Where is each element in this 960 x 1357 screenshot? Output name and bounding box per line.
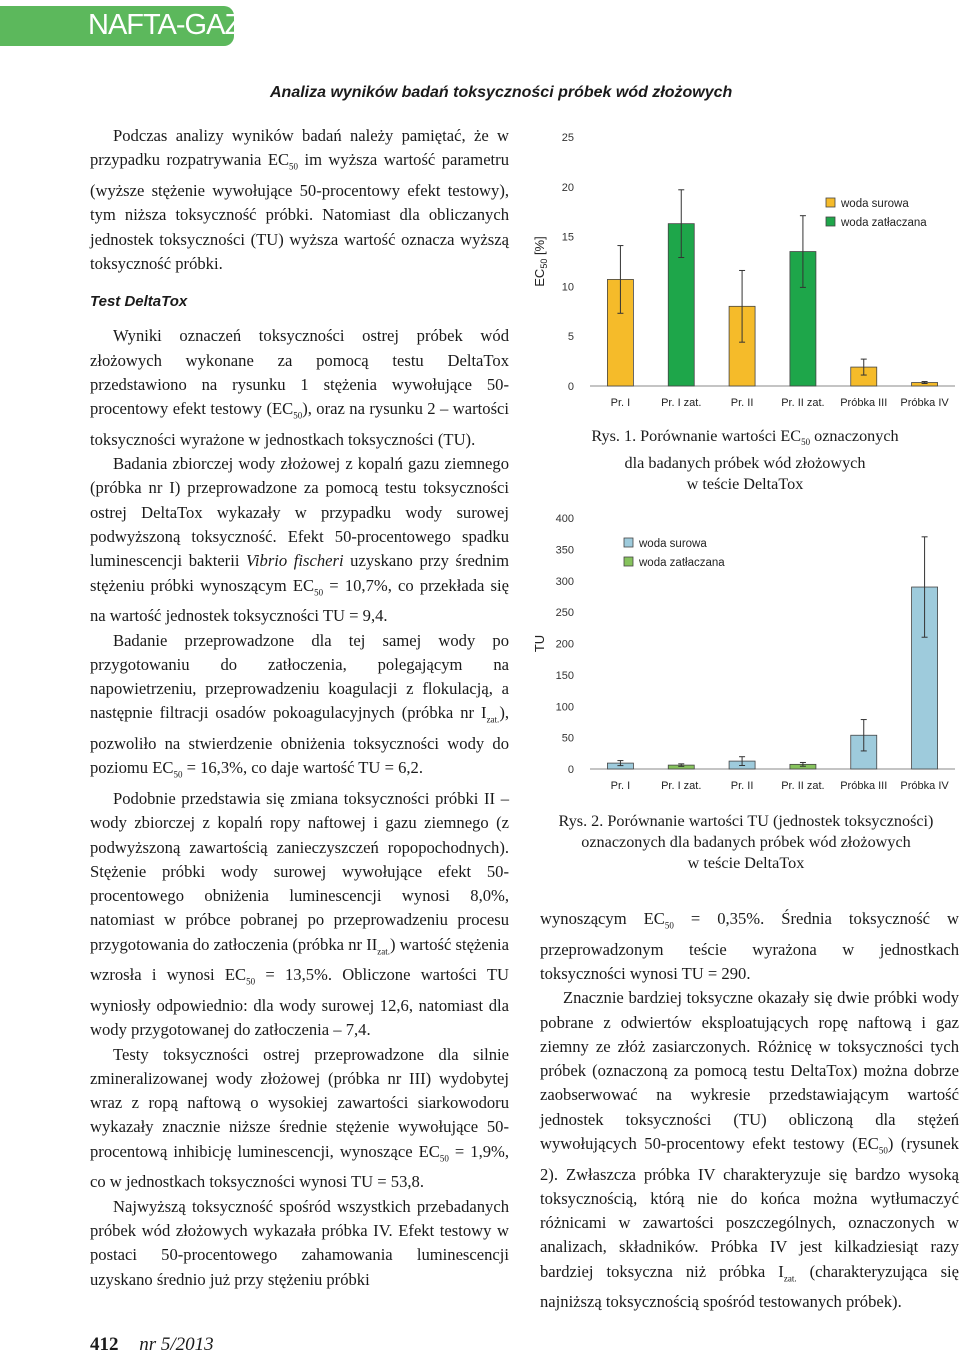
y-tick-label: 5 <box>567 331 574 344</box>
figure-2-caption-line-2: oznaczonych dla badanych próbek wód złożowych <box>581 833 911 851</box>
legend-swatch <box>624 557 633 566</box>
x-tick-label: Pr. I <box>610 397 631 409</box>
figure-2-caption-line-1: Rys. 2. Porównanie wartości TU (jednostek toksyczności) <box>558 812 934 830</box>
x-tick-label: Próbka IV <box>900 780 949 792</box>
figure-2-chart <box>530 505 960 805</box>
figure-2-caption <box>540 811 952 874</box>
page-number: 412 <box>90 1334 119 1355</box>
x-tick-label: Pr. II zat. <box>781 780 825 792</box>
x-tick-label: Pr. I <box>610 780 631 792</box>
y-tick-label: 20 <box>561 181 574 194</box>
left-paragraph-2: Wyniki oznaczeń toksyczności ostrej próbek wód złożowych wykonane za pomocą testu DeltaTox przedstawiono na rysunku 1 stężenia wywołujące 50-procentowy efekt testowy $(EC_{50})$, oraz na rysunku 2 – wartości toksyczności wyrażone w jednostkach toksyczności (TU). <box>90 326 510 449</box>
y-tick-label: 200 <box>555 638 574 651</box>
y-tick-label: 15 <box>561 231 574 244</box>
y-tick-label: 150 <box>555 669 574 682</box>
x-tick-label: Próbka IV <box>900 397 949 409</box>
figure-1-caption-line-2: dla badanych próbek wód złożowych <box>624 454 866 473</box>
legend-swatch <box>826 217 835 226</box>
x-tick-label: Próbka III <box>840 780 888 792</box>
journal-name: NAFTA-GAZ <box>88 9 242 41</box>
y-tick-label: 100 <box>555 701 574 714</box>
y-tick-label: 250 <box>555 607 574 620</box>
x-tick-label: Pr. II <box>730 780 754 792</box>
journal-badge <box>0 6 242 46</box>
left-paragraph-4: Badanie przeprowadzone dla tej samej wody po przygotowaniu do zatłoczenia, polegającym na napowietrzeniu, przeprowadzeniu koagulacji z flokulacją, a następnie filtracji osadów pokoagulacyjnych (próbka nr $I_{zat.}$), pozwoliło na stwierdzenie obniżenia toksyczności wody do poziomu $EC_{50} = 16,3\%$, co daje wartość TU = 6,2. <box>90 630 509 780</box>
legend-swatch <box>826 198 835 207</box>
legend-label: woda zatłaczana <box>639 557 725 569</box>
x-tick-label: Pr. II <box>730 397 754 409</box>
x-tick-label: Pr. I zat. <box>661 397 702 409</box>
y-tick-label: 350 <box>555 544 574 557</box>
right-column <box>540 907 959 1315</box>
section-subheading: Test DeltaTox <box>90 293 188 311</box>
figure-2-caption-line-3: w teście DeltaTox <box>687 854 805 872</box>
figure-1-chart <box>530 125 960 420</box>
y-tick-label: 50 <box>561 732 574 745</box>
legend-label: woda zatłaczana <box>841 217 927 229</box>
y-tick-label: 0 <box>567 764 574 776</box>
y-tick-label: 300 <box>555 575 574 588</box>
y-tick-label: 400 <box>555 513 574 525</box>
issue-number: nr 5/2013 <box>139 1334 214 1355</box>
figure-1-caption-line-1: Rys. 1. Porównanie wartości $EC_{50}$ oznaczonych <box>591 427 899 448</box>
left-paragraph-6: Testy toksyczności ostrej przeprowadzone dla silnie zmineralizowanej wody złożowej (próbka nr III) wydobytej wraz z ropą naftową o wysokiej zawartości siarkowodoru wykazały znacznie niższe średnie stężenie wywołujące 50-procentową inhibicję luminescencji, wynoszące $EC_{50} = 1,9\%$, co w jednostkach toksyczności wynosi TU = 53,8. <box>90 1044 509 1192</box>
y-tick-label: 10 <box>561 281 574 294</box>
y-tick-label: 25 <box>561 132 574 144</box>
y-axis-label: TU <box>532 634 547 653</box>
legend-label: woda surowa <box>841 198 909 210</box>
right-paragraph-1: wynoszącym $EC_{50} = 0,35\%$. Średnia toksyczność w przeprowadzonym teście wyrażona w jednostkach toksyczności wynosi TU = 290. <box>540 909 960 983</box>
x-tick-label: Pr. I zat. <box>661 780 702 792</box>
figure-1-caption-line-3: w teście DeltaTox <box>686 475 804 494</box>
left-paragraph-3: Badania zbiorczej wody złożowej z kopalń gazu ziemnego (próbka nr I) przeprowadzone za pomocą testu toksyczności ostrej DeltaTox wykazały w przypadku wody surowej podwyższoną toksyczność. Efekt 50-procentowego spadku luminescencji bakterii Vibrio fischeri uzyskano przy średnim stężeniu próbki wynoszącym $EC_{50} = 10,7\%$, co przekłada się na wartość jednostek toksyczności TU = 9,4. <box>90 454 509 626</box>
left-paragraph-5: Podobnie przedstawia się zmiana toksyczności próbki II – wody zbiorczej z kopalń ropy naftowej i gazu ziemnego (z podwyższoną zawartością zanieczyszczeń ropopochodnych). Stężenie próbki wody surowej wywołujące efekt 50-procentowego obniżenia luminescencji wynosi 8,0%, natomiast w próbce pobranej po przeprowadzeniu procesu przygotowania do zatłoczenia (próbka nr $II_{zat.}$) wartość stężenia wzrosła i wynosi $EC_{50} = 13,5\%$. Obliczone wartości TU wyniosły odpowiednio: dla wody surowej 12,6, natomiast dla wody przygotowanej do zatłoczenia – 7,4. <box>90 788 509 1040</box>
y-tick-label: 0 <box>567 381 574 393</box>
legend-swatch <box>624 538 633 547</box>
x-tick-label: Pr. II zat. <box>781 397 825 409</box>
y-axis-label: $EC_{50}$ [%] <box>532 236 549 287</box>
left-paragraph-1: Podczas analizy wyników badań należy pamiętać, że w przypadku rozpatrywania $EC_{50}$ im wyższa wartość parametru (wyższe stężenie wywołujące 50-procentowy efekt testowy), tym niższa toksyczność próbki. Natomiast dla obliczanych jednostek toksyczności (TU) wyższa wartość oznacza wyższą toksyczność próbki. <box>90 126 509 273</box>
figure-1-caption <box>540 426 950 495</box>
left-column <box>90 124 509 1292</box>
page-footer <box>90 1334 214 1356</box>
legend-label: woda surowa <box>639 538 707 550</box>
left-paragraph-7: Najwyższą toksyczność spośród wszystkich przebadanych próbek wód złożowych wykazała próbka IV. Efekt testowy w postaci 50-procentowego zahamowania luminescencji uzyskano średnio już przy stężeniu próbki <box>90 1196 509 1289</box>
article-title: Analiza wyników badań toksyczności próbek wód złożowych <box>270 84 733 101</box>
right-paragraph-2: Znacznie bardziej toksyczne okazały się dwie próbki wody pobrane z odwiertów eksploatujących ropę naftową i gaz ziemny ze złóż zasiarczonych. Różnicę w toksyczności tych próbek (oznaczoną za pomocą testu DeltaTox) można dobrze zaobserwować na wykresie przedstawiającym wartość jednostek toksyczności (TU) obliczoną dla stężeń wywołujących 50-procentowy efekt testowy $(EC_{50})$ (rysunek 2). Zwłaszcza próbka IV charakteryzuje się bardzo wysoką toksycznością, którą nie do końca można wytłumaczyć różnicami w zawartości poszczególnych, oznaczonych w analizach, składników. Próbka IV jest kilkadziesiąt razy bardziej toksyczna niż próbka $I_{zat.}$ (charakteryzująca się najniższą toksycznością spośród testowanych próbek). <box>540 988 959 1312</box>
x-tick-label: Próbka III <box>840 397 888 409</box>
